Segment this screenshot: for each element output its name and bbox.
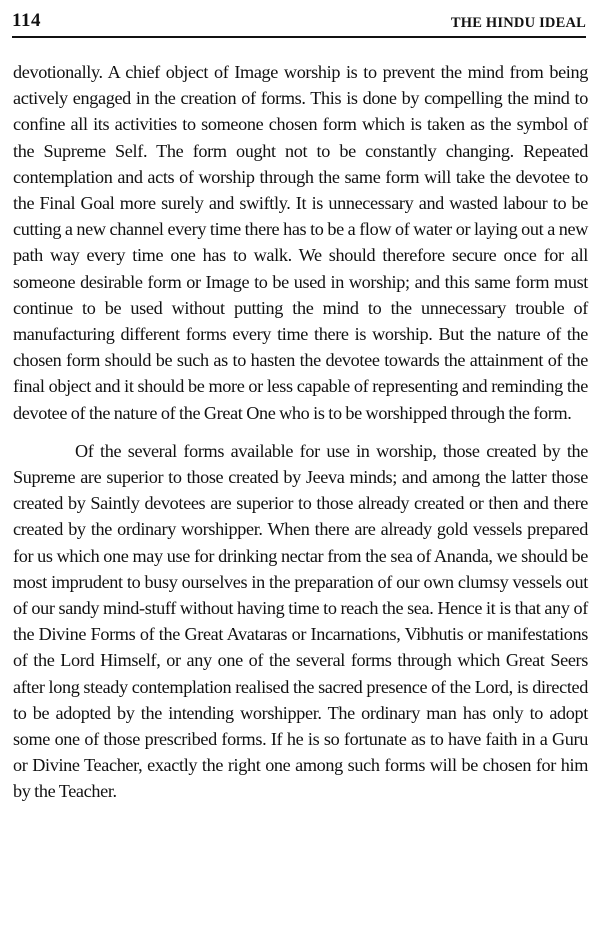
paragraph-1: devotionally. A chief object of Image worship is to prevent the mind from being actively engaged in the creation of forms. This is done by compelling the mind to confine all its activities to someone chosen form which is taken as the symbol of the Supreme Self. The form ought not to be constantly changing. Repeated contemplation and acts of worship through the same form will take the devotee to the Final Goal more surely and swiftly. It is unnecessary and wasted labour to be cutting a new channel every time there has to be a flow of water or laying out a new path way every time one has to walk. We should therefore secure once for all someone desirable form or Image to be used in worship; and this same form must continue to be used without putting the mind to the unnecessary trouble of manufacturing different forms every time there is worship. But the nature of the chosen form should be such as to hasten the devotee towards the attainment of the final object and it should be more or less capable of representing and reminding the devotee of the nature of the Great One who is to be worshipped through the form. — [13, 62, 588, 423]
header-rule — [12, 36, 586, 38]
paragraph-2: Of the several forms available for use in worship, those created by the Supreme are superior to those created by Jeeva minds; and among the latter those created by Saintly devotees are superior to those already created or then and there created by the ordinary worshipper. When there are already gold vessels prepared for us which one may use for drinking nectar from the sea of Ananda, we should be most imprudent to busy ourselves in the preparation of our own clumsy vessels out of our sandy mind-stuff without having time to reach the sea. Hence it is that any of the Divine Forms of the Great Avataras or Incarnations, Vibhutis or manifestations of the Lord Himself, or any one of the several forms through which Great Seers after long steady contemplation realised the sacred presence of the Lord, is directed to be adopted by the intending worshipper. The ordinary man has only to adopt some one of those prescribed forms. If he is so fortunate as to have faith in a Guru or Divine Teacher, exactly the right one among such forms will be chosen for him by the Teacher. — [13, 440, 588, 802]
page-number: 114 — [12, 10, 41, 31]
body-text — [13, 59, 588, 805]
running-head — [12, 6, 586, 32]
book-title: THE HINDU IDEAL — [450, 15, 586, 31]
